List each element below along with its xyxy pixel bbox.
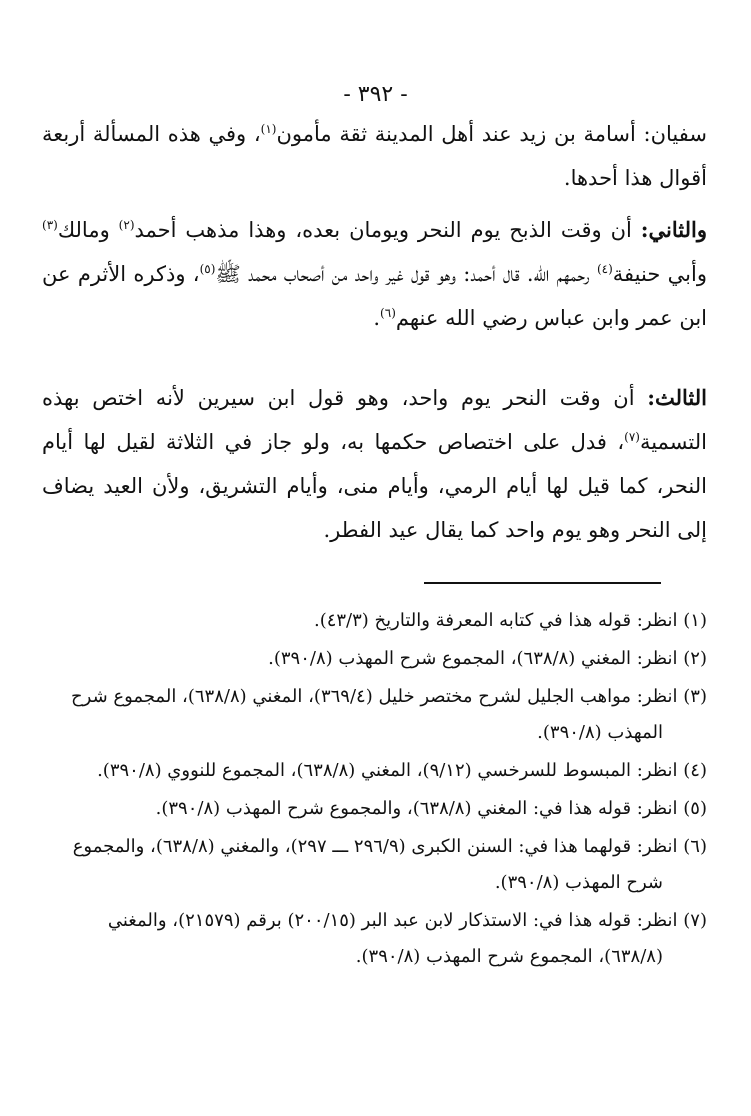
paragraph-text: وأبي حنيفة [612, 262, 707, 286]
footnote-item: (٣) انظر: مواهب الجليل لشرح مختصر خليل (٣٦٩/٤)، المغني (٦٣٨/٨)، المجموع شرح المهذب (٣٩٠/٨). [71, 686, 707, 743]
footnote-item: (٧) انظر: قوله هذا في: الاستذكار لابن عبد البر (٢٠٠/١٥) برقم (٢١٥٧٩)، والمغني (٦٣٨/٨)، المجموع شرح المهذب (٣٩٠/٨). [107, 910, 707, 967]
paragraph-lead-second: والثاني: [640, 217, 708, 242]
paragraph-text: ، وفي هذه المسألة أربعة أقوال هذا أحدها. [42, 122, 707, 190]
footnote-item: (٤) انظر: المبسوط للسرخسي (٩/١٢)، المغني (٦٣٨/٨)، المجموع للنووي (٣٩٠/٨). [97, 760, 707, 781]
footnotes [42, 603, 707, 977]
paragraph-text: ومالك [57, 218, 119, 242]
footnote-item: (٢) انظر: المغني (٦٣٨/٨)، المجموع شرح المهذب (٣٩٠/٨). [268, 648, 707, 669]
paragraph-text: رحمهم الله. قال أحمد: وهو قول غير واحد من أصحاب محمد ﷺ [215, 262, 597, 286]
paragraph-first [42, 112, 707, 200]
footnote-ref-3: (٣) [42, 218, 58, 232]
footnote-item: (٦) انظر: قولهما هذا في: السنن الكبرى (٢٩٦/٩ ـــ ٢٩٧)، والمغني (٦٣٨/٨)، والمجموع شرح المهذب (٣٩٠/٨). [72, 836, 707, 893]
main-text [42, 112, 707, 552]
paragraph-text: ، فدل على اختصاص حكمها به، ولو جاز في الثلاثة لقيل لها أيام النحر، كما قيل لها أيام الرمي، وأيام منى، وأيام التشريق، ولأن العيد يضاف إلى النحر وهو يوم واحد كما يقال عيد الفطر. [42, 430, 707, 542]
footnote-ref-7: (٧) [624, 430, 640, 444]
paragraph-text: أن وقت الذبح يوم النحر ويومان بعده، وهذا مذهب أحمد [134, 218, 641, 242]
footnote-ref-6: (٦) [380, 306, 396, 320]
footnote-item: (١) انظر: قوله هذا في كتابه المعرفة والتاريخ (٤٣/٣). [313, 610, 707, 631]
footnote-item: (٥) انظر: قوله هذا في: المغني (٦٣٨/٨)، والمجموع شرح المهذب (٣٩٠/٨). [155, 798, 707, 819]
footnote-ref-2: (٢) [118, 218, 135, 232]
paragraph-lead-third: الثالث: [647, 385, 707, 410]
paragraph-third [42, 376, 707, 552]
footnote-divider [424, 582, 661, 584]
footnote-ref-5: (٥) [199, 262, 216, 276]
footnote-ref-4: (٤) [596, 262, 613, 276]
paragraph-text: أن وقت النحر يوم واحد، وهو قول ابن سيرين لأنه اختص بهذه التسمية [42, 386, 707, 454]
footnote-ref-1: (١) [260, 122, 277, 136]
paragraph-text: ، وذكره الأثرم عن ابن عمر وابن عباس رضي الله عنهم [42, 262, 707, 330]
paragraph-text: سفيان: أسامة بن زيد عند أهل المدينة ثقة مأمون [276, 122, 707, 146]
paragraph-text: . [373, 306, 381, 330]
paragraph-second [42, 208, 707, 340]
page-number: - ٣٩٢ - [343, 82, 408, 107]
